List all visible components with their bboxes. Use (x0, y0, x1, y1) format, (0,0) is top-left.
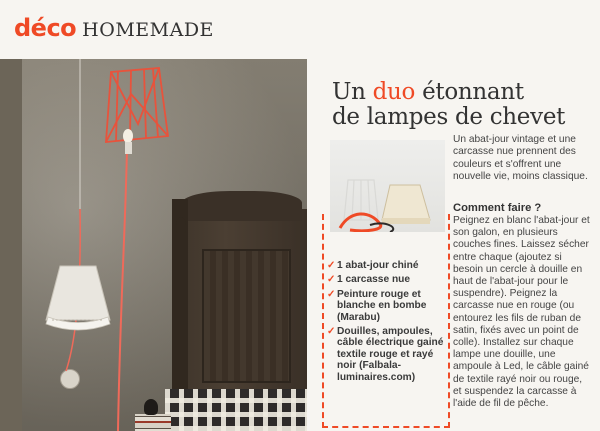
howto-body: Peignez en blanc l'abat-jour et son galon, en plusieurs couches fines. Laissez sécher entre chaque (ajoutez si besoin un cercle à douille en haut de l'abat-jour pour le suspendre). Peignez la carcasse nue en rouge (ou entourez les fils de ruban de satin, fixés avec un point de colle). Installez sur chaque lampe une douille, une ampoule à Led, le câble gainé de textile rayé noir ou rouge, et suspendez la carcasse à l'aide de fil de pêche. (453, 215, 590, 410)
list-item: ✓ 1 carcasse nue (327, 274, 449, 285)
materials-list (327, 260, 449, 386)
list-item: ✓ Peinture rouge et blanche en bombe (Marabu) (327, 289, 449, 323)
article-title (332, 80, 565, 130)
title-line-1-end: étonnant (415, 79, 524, 105)
howto-heading: Comment faire ? (453, 202, 542, 214)
red-wire-frame-lamp (98, 64, 178, 154)
intro-text: Un abat-jour vintage et une carcasse nue prennent des couleurs et s'offrent une nouvelle vie, moins classique. (453, 134, 588, 182)
section-header (14, 14, 214, 54)
white-lampshade (38, 262, 118, 342)
title-line-1 (332, 80, 565, 105)
main-photo (0, 59, 307, 431)
section-kicker-accent: déco (14, 14, 77, 42)
title-line-1-start: Un (332, 79, 373, 105)
section-kicker: HOMEMADE (82, 19, 214, 41)
list-item: ✓ Douilles, ampoules, câble électrique gainé textile rouge et rayé noir (Falbala-luminaires.com) (327, 326, 449, 383)
title-line-2: de lampes de chevet (332, 104, 566, 130)
list-item: ✓ 1 abat-jour chiné (327, 260, 449, 271)
title-accent-word: duo (372, 79, 416, 105)
